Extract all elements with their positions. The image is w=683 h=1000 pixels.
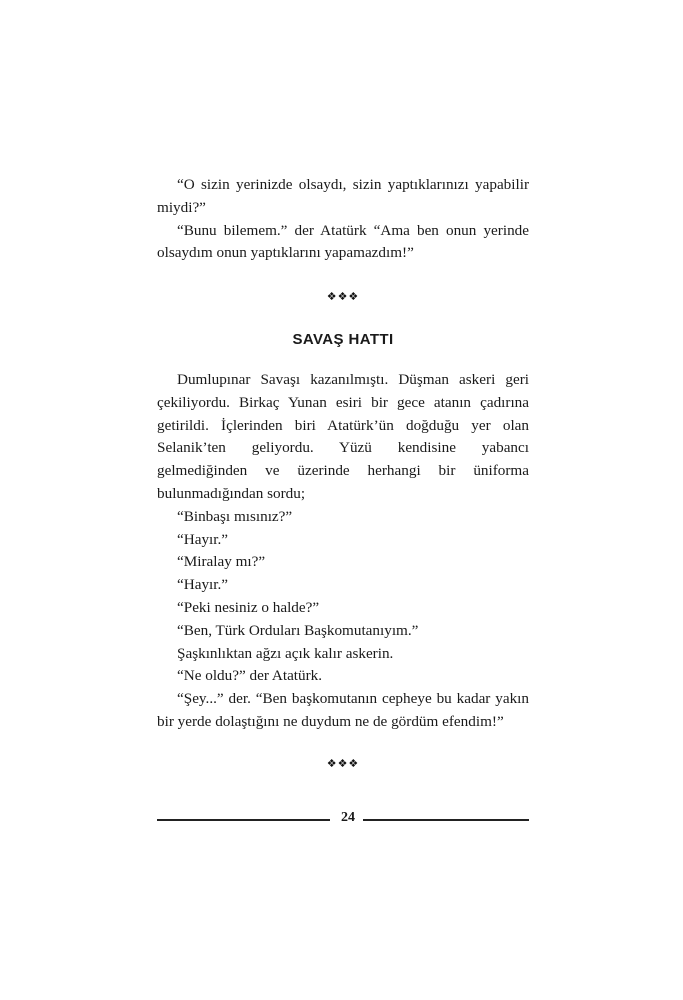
section-separator-ornament: ❖❖❖ xyxy=(326,290,360,303)
dialogue-line: “Hayır.” xyxy=(177,576,229,594)
paragraph: Dumlupınar Savaşı kazanılmıştı. Düşman askeri geri çekiliyordu. Birkaç Yunan esiri bir gece atanın çadırına getirildi. İçlerinden biri Atatürk’ün doğduğu yer olan Selanik’ten geliyordu. Yüzü kendisine yabancı gelmediğinden ve üzerinde herhangi bir üniforma bulunmadığından sordu; xyxy=(157,371,529,502)
dialogue-line: “Peki nesiniz o halde?” xyxy=(177,598,320,616)
end-separator-ornament: ❖❖❖ xyxy=(326,757,360,770)
section-body xyxy=(157,369,529,734)
dialogue-line: “Miralay mı?” xyxy=(177,553,266,571)
dialogue-line: “Hayır.” xyxy=(177,530,229,548)
paragraph: Şaşkınlıktan ağzı açık kalır askerin. xyxy=(177,644,394,662)
paragraph: “Bunu bilemem.” der Atatürk “Ama ben onun yerinde olsaydım onun yaptıklarını yapamazdım!” xyxy=(157,221,529,262)
dialogue-line: “Ne oldu?” der Atatürk. xyxy=(177,667,323,685)
paragraph: “Şey...” der. “Ben başkomutanın cepheye bu kadar yakın bir yerde dolaştığını ne duydum ne de gördüm efendim!” xyxy=(157,690,529,730)
footer-rule-left xyxy=(157,819,330,821)
paragraph: “O sizin yerinizde olsaydı, sizin yaptıklarınızı yapabilir miydi?” xyxy=(157,176,529,216)
dialogue-line: “Ben, Türk Orduları Başkomutanıyım.” xyxy=(177,621,419,639)
section-title: SAVAŞ HATTI xyxy=(292,331,394,348)
page-footer xyxy=(157,810,529,830)
page-number: 24 xyxy=(341,810,355,825)
dialogue-continuation xyxy=(157,174,529,265)
footer-rule-right xyxy=(363,819,529,821)
dialogue-line: “Binbaşı mısınız?” xyxy=(177,507,293,525)
book-page xyxy=(157,0,529,1000)
